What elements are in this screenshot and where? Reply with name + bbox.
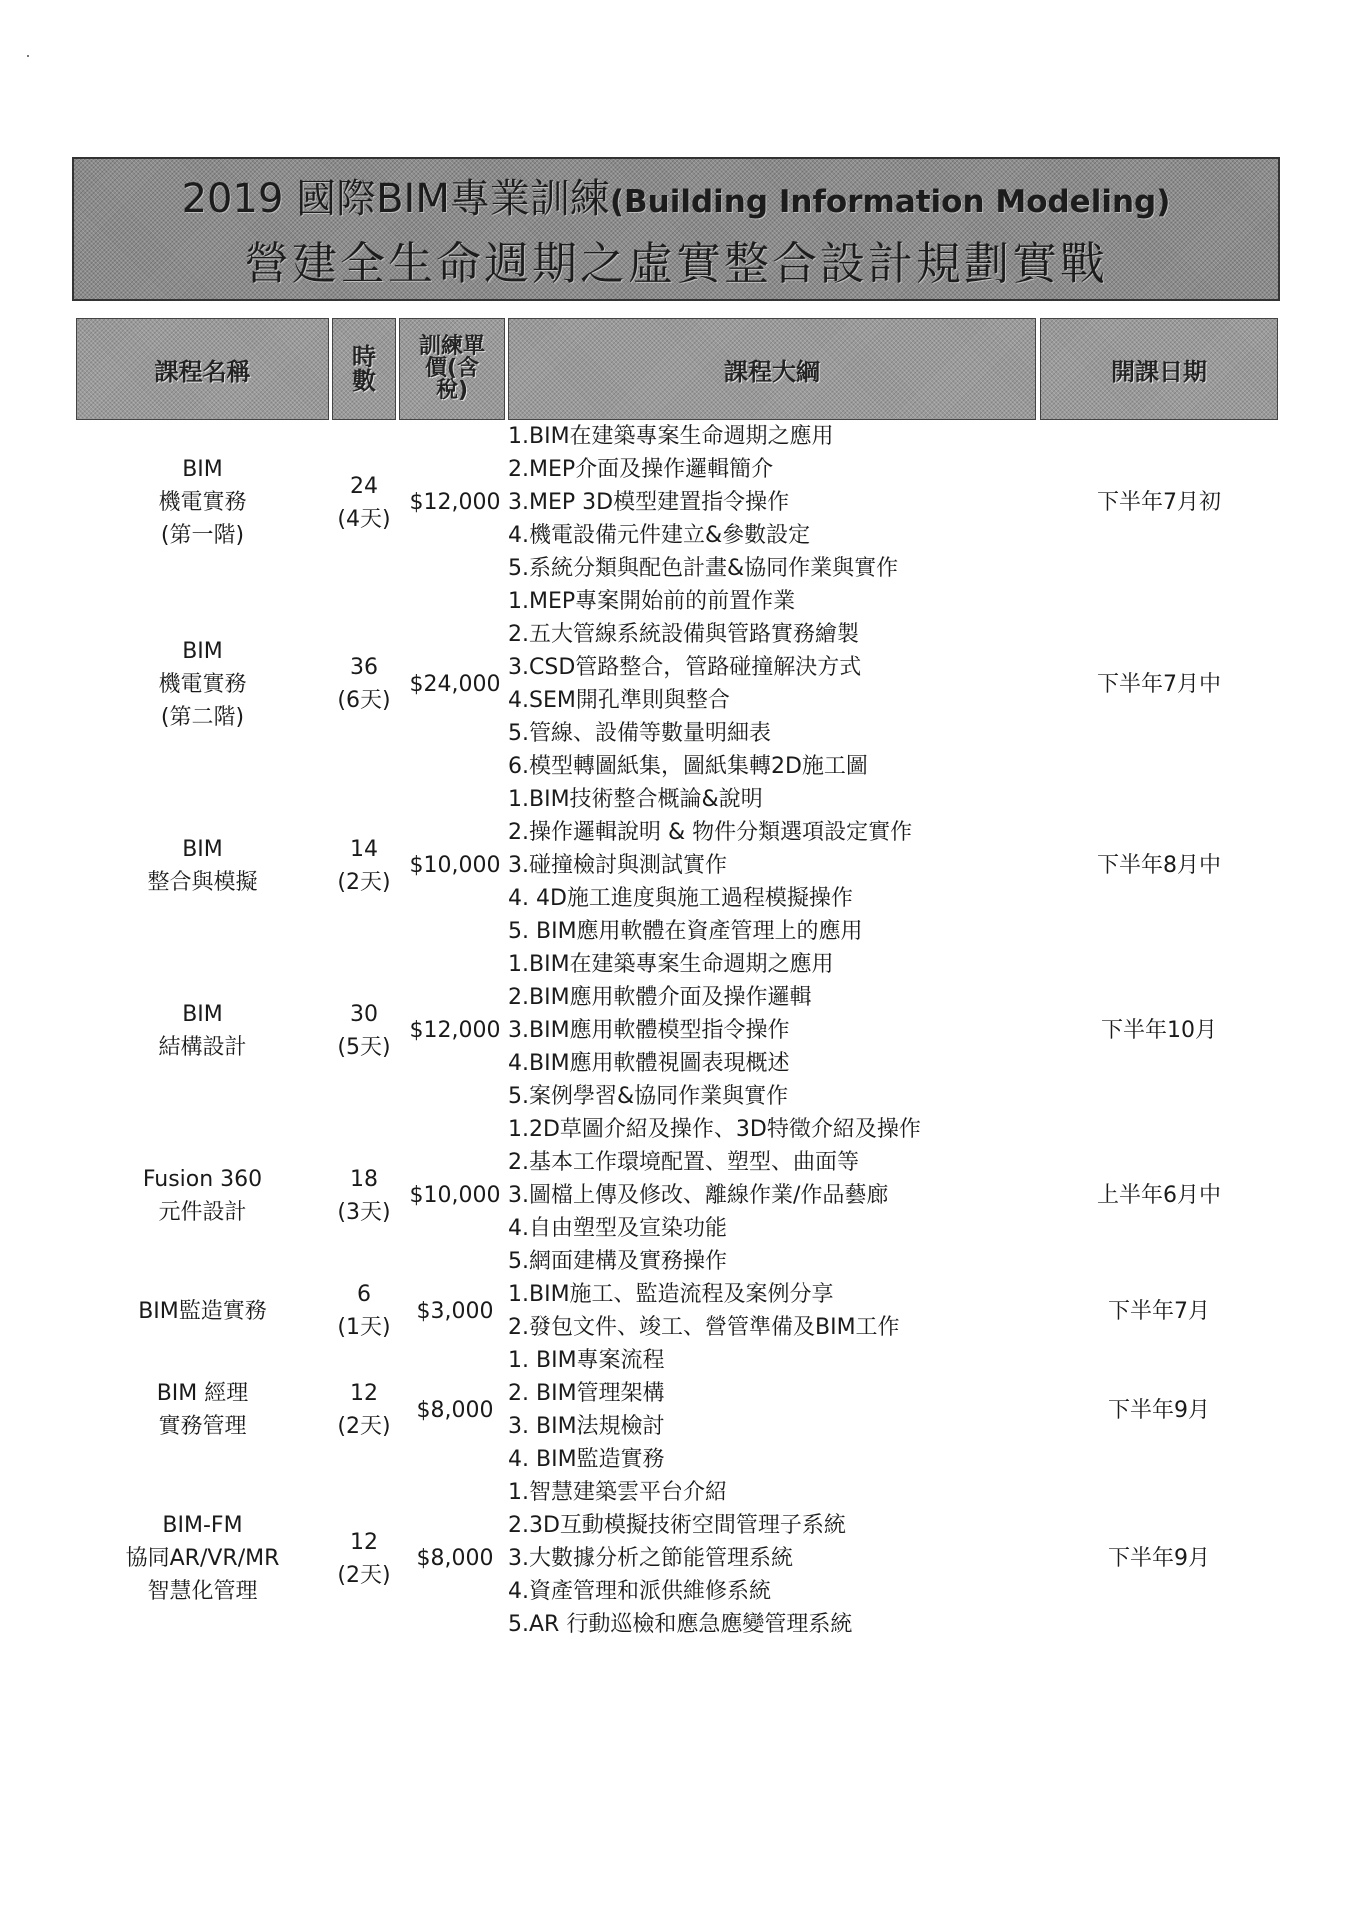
course-date: 下半年9月: [1108, 1546, 1210, 1571]
outline-item: 2.發包文件、竣工、營管準備及BIM工作: [508, 1315, 900, 1340]
outline-item: 6.模型轉圖紙集，圖紙集轉2D施工圖: [508, 754, 868, 779]
outline-item: 1.BIM技術整合概論&說明: [508, 787, 763, 812]
course-price: $24,000: [409, 671, 501, 697]
outline-item: 3.MEP 3D模型建置指令操作: [508, 490, 790, 515]
course-price: $3,000: [416, 1298, 494, 1324]
course-name: BIM 經理 實務管理: [156, 1381, 249, 1439]
outline-item: 2.MEP介面及操作邏輯簡介: [508, 457, 774, 482]
course-name: BIM 整合與模擬: [147, 836, 258, 895]
course-outline: [508, 1344, 1028, 1476]
header-outline: 課程大綱: [508, 318, 1036, 420]
outline-item: 3.CSD管路整合，管路碰撞解決方式: [508, 655, 862, 680]
course-hours: 12 (2天): [337, 1529, 391, 1588]
course-outline: [508, 585, 1028, 783]
course-outline: [508, 1278, 1028, 1344]
outline-item: 1.BIM施工、監造流程及案例分享: [508, 1282, 834, 1307]
outline-item: 2.操作邏輯說明 & 物件分類選項設定實作: [508, 820, 913, 845]
outline-item: 5.管線、設備等數量明細表: [508, 721, 771, 746]
course-name: BIM-FM 協同AR/VR/MR 智慧化管理: [125, 1513, 280, 1604]
outline-item: 3. BIM法規檢討: [508, 1414, 665, 1439]
course-outline: [508, 1476, 1028, 1641]
outline-item: 4.資產管理和派供維修系統: [508, 1579, 771, 1604]
course-hours: 24 (4天): [337, 473, 391, 532]
course-hours: 36 (6天): [337, 655, 391, 713]
outline-item: 5.案例學習&協同作業與實作: [508, 1084, 789, 1109]
outline-item: 4. BIM監造實務: [508, 1447, 665, 1472]
course-name: BIM監造實務: [138, 1298, 267, 1324]
outline-item: 1.2D草圖介紹及操作、3D特徵介紹及操作: [508, 1117, 921, 1142]
course-price: $10,000: [409, 853, 501, 878]
scan-mark: [27, 55, 29, 57]
outline-item: 4.BIM應用軟體視圖表現概述: [508, 1051, 790, 1076]
course-date: 下半年10月: [1101, 1018, 1217, 1043]
outline-item: 4. 4D施工進度與施工過程模擬操作: [508, 886, 853, 911]
outline-item: 1.智慧建築雲平台介紹: [508, 1480, 727, 1505]
course-hours: 18 (3天): [337, 1166, 391, 1225]
course-name: BIM 結構設計: [158, 1001, 247, 1060]
title-paren: (Building Information Modeling): [609, 184, 1171, 220]
outline-item: 2.3D互動模擬技術空間管理子系統: [508, 1513, 846, 1538]
course-price: $10,000: [409, 1183, 501, 1208]
outline-item: 1.BIM在建築專案生命週期之應用: [508, 424, 834, 449]
outline-item: 3.大數據分析之節能管理系統: [508, 1546, 793, 1571]
course-hours: 30 (5天): [337, 1001, 391, 1060]
course-price: $8,000: [416, 1397, 494, 1423]
course-date: 下半年8月中: [1097, 853, 1221, 878]
course-date: 下半年7月: [1108, 1298, 1210, 1324]
course-date: 下半年7月中: [1097, 671, 1221, 697]
outline-item: 2.五大管線系統設備與管路實務繪製: [508, 622, 859, 647]
outline-item: 5. BIM應用軟體在資產管理上的應用: [508, 919, 863, 944]
title-main: 2019 國際BIM專業訓練: [181, 176, 610, 222]
outline-item: 2. BIM管理架構: [508, 1381, 665, 1406]
outline-item: 1. BIM專案流程: [508, 1348, 665, 1373]
header-price: 訓練單價(含稅): [399, 318, 505, 420]
outline-item: 5.網面建構及實務操作: [508, 1249, 727, 1274]
course-price: $8,000: [416, 1546, 494, 1571]
course-hours: 6 (1天): [337, 1282, 391, 1340]
subtitle: 營建全生命週期之虛實整合設計規劃實戰: [243, 237, 1108, 290]
header-course-name: 課程名稱: [76, 318, 329, 420]
course-outline: [508, 948, 1028, 1113]
outline-item: 3.碰撞檢討與測試實作: [508, 853, 727, 878]
outline-item: 2.基本工作環境配置、塑型、曲面等: [508, 1150, 859, 1175]
outline-item: 5.AR 行動巡檢和應急應變管理系統: [508, 1612, 853, 1637]
header-date: 開課日期: [1040, 318, 1278, 420]
title-banner: [72, 157, 1280, 301]
course-name: BIM 機電實務 (第一階): [158, 457, 247, 548]
outline-item: 2.BIM應用軟體介面及操作邏輯: [508, 985, 812, 1010]
header-hours: 時數: [332, 318, 396, 420]
course-outline: [508, 1113, 1028, 1278]
course-outline: [508, 420, 1028, 585]
course-hours: 14 (2天): [337, 836, 391, 895]
outline-item: 4.機電設備元件建立&參數設定: [508, 523, 811, 548]
title-line: [74, 175, 1278, 226]
course-date: 下半年9月: [1108, 1397, 1210, 1423]
course-hours: 12 (2天): [337, 1381, 391, 1439]
course-date: 上半年6月中: [1097, 1183, 1221, 1208]
outline-item: 4.SEM開孔準則與整合: [508, 688, 730, 713]
outline-item: 1.MEP專案開始前的前置作業: [508, 589, 796, 614]
course-price: $12,000: [409, 1018, 501, 1043]
outline-item: 3.BIM應用軟體模型指令操作: [508, 1018, 790, 1043]
course-date: 下半年7月初: [1097, 490, 1221, 515]
outline-item: 3.圖檔上傳及修改、離線作業/作品藝廊: [508, 1183, 889, 1208]
course-name: BIM 機電實務 (第二階): [158, 638, 247, 730]
outline-item: 1.BIM在建築專案生命週期之應用: [508, 952, 834, 977]
course-price: $12,000: [409, 490, 501, 515]
outline-item: 5.系統分類與配色計畫&協同作業與實作: [508, 556, 899, 581]
outline-item: 4.自由塑型及宣染功能: [508, 1216, 727, 1241]
course-name: Fusion 360 元件設計: [142, 1166, 263, 1225]
course-outline: [508, 783, 1028, 948]
